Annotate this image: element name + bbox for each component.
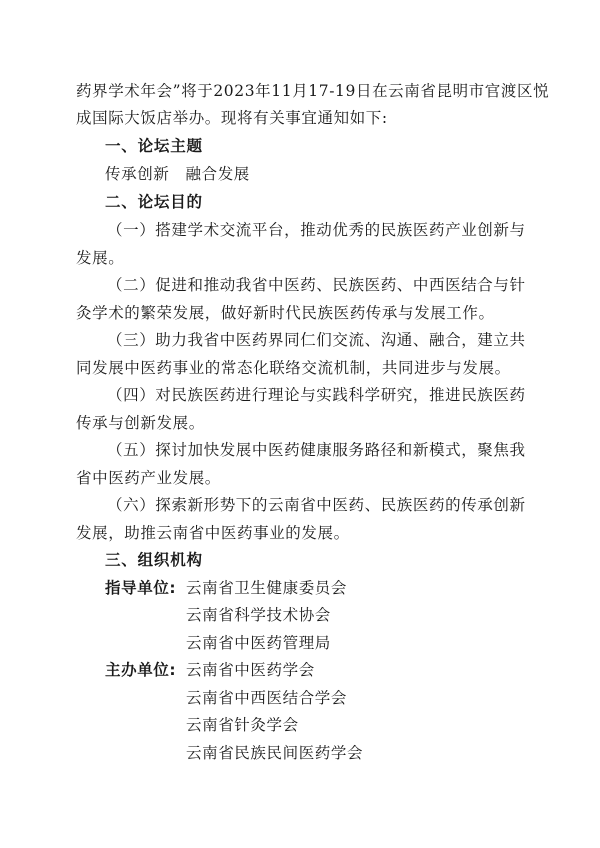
intro-line-1: 药界学术年会”将于2023年11月17-19日在云南省昆明市官渡区悦 (76, 82, 550, 100)
host-unit-2: 云南省中西医结合学会 (186, 689, 348, 707)
purpose-item-2-line-2: 灸学术的繁荣发展，做好新时代民族医药传承与发展工作。 (76, 304, 495, 322)
purpose-item-6-line-1: （六）探索新形势下的云南省中医药、民族医药的传承创新 (107, 496, 526, 514)
purpose-item-4-line-2: 传承与创新发展。 (76, 414, 205, 432)
guide-unit-2: 云南省科学技术协会 (186, 606, 331, 624)
forum-theme: 传承创新 融合发展 (105, 165, 250, 183)
purpose-item-1-line-1: （一）搭建学术交流平台，推动优秀的民族医药产业创新与 (107, 221, 526, 239)
section-3-heading: 三、组织机构 (105, 551, 203, 569)
section-1-heading: 一、论坛主题 (105, 137, 203, 155)
guide-unit-label: 指导单位: (105, 579, 177, 597)
purpose-item-4-line-1: （四）对民族医药进行理论与实践科学研究，推进民族医药 (107, 386, 526, 404)
purpose-item-5-line-2: 省中医药产业发展。 (76, 469, 221, 487)
purpose-item-1-line-2: 发展。 (76, 249, 125, 267)
purpose-item-6-line-2: 发展，助推云南省中医药事业的发展。 (76, 524, 350, 542)
purpose-item-5-line-1: （五）探讨加快发展中医药健康服务路径和新模式，聚焦我 (107, 441, 526, 459)
host-unit-label: 主办单位: (105, 661, 177, 679)
intro-line-2: 成国际大饭店举办。现将有关事宜通知如下: (76, 109, 388, 127)
section-2-heading: 二、论坛目的 (105, 193, 203, 211)
purpose-item-3-line-1: （三）助力我省中医药界同仁们交流、沟通、融合，建立共 (107, 331, 526, 349)
purpose-item-2-line-1: （二）促进和推动我省中医药、民族医药、中西医结合与针 (107, 276, 526, 294)
guide-unit-1: 云南省卫生健康委员会 (186, 579, 348, 597)
host-unit-4: 云南省民族民间医药学会 (186, 744, 364, 762)
host-unit-1: 云南省中医药学会 (186, 661, 315, 679)
guide-unit-3: 云南省中医药管理局 (186, 634, 331, 652)
purpose-item-3-line-2: 同发展中医药事业的常态化联络交流机制，共同进步与发展。 (76, 359, 511, 377)
host-unit-3: 云南省针灸学会 (186, 716, 299, 734)
